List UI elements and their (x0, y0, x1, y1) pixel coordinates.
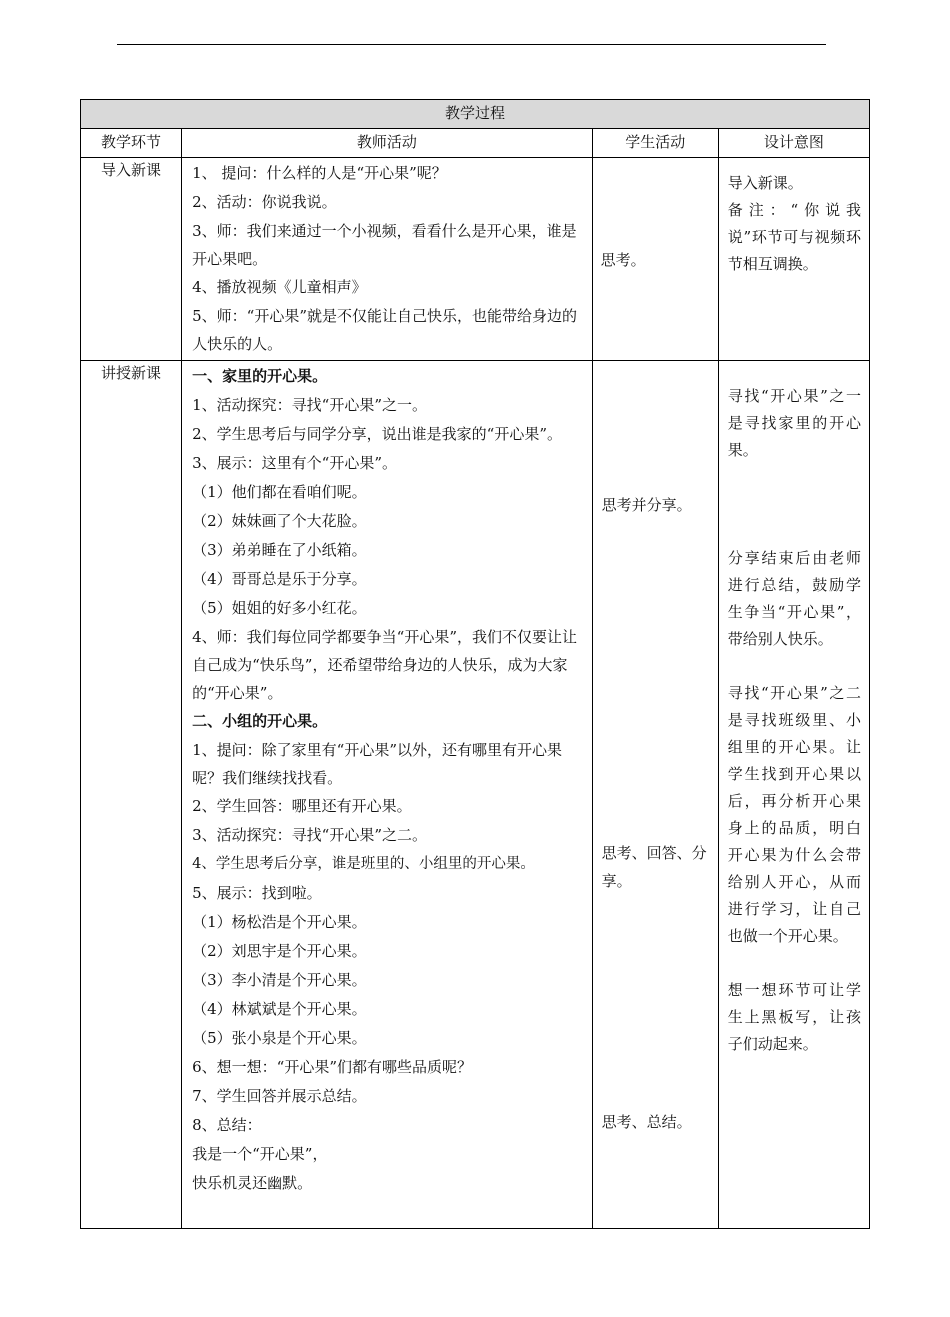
teacher-line: 3、展示：这里有个“开心果”。 (192, 454, 398, 472)
teacher-line: （3）弟弟睡在了小纸箱。 (192, 541, 367, 559)
student-activity-item: 思考并分享。 (601, 496, 692, 514)
teacher-line: 3、活动探究：寻找“开心果”之二。 (192, 826, 428, 844)
teacher-line: 5、师：“开心果”就是不仅能让自己快乐，也能带给身边的人快乐的人。 (192, 307, 578, 353)
table-title: 教学过程 (81, 100, 870, 129)
teacher-line: 5、展示：找到啦。 (192, 884, 322, 902)
table-row-intro (81, 158, 870, 361)
intent-text: 导入新课。 (727, 174, 803, 192)
student-activity-intro: 思考。 (592, 158, 718, 361)
design-intent-teach (718, 361, 869, 1229)
teacher-activity-teach (182, 361, 593, 1229)
student-activity-item: 思考、总结。 (601, 1113, 692, 1131)
header-teacher: 教师活动 (182, 129, 593, 158)
teacher-line: （3）李小清是个开心果。 (192, 971, 367, 989)
header-student: 学生活动 (592, 129, 718, 158)
table-header-row (81, 129, 870, 158)
teacher-line: （1）他们都在看咱们呢。 (192, 483, 367, 501)
intent-text: 分享结束后由老师进行总结，鼓励学生争当“开心果”，带给别人快乐。 (727, 549, 861, 648)
header-intent: 设计意图 (718, 129, 869, 158)
table-row-teach (81, 361, 870, 1229)
teacher-line: （5）姐姐的好多小红花。 (192, 599, 367, 617)
teacher-line: 2、学生回答：哪里还有开心果。 (192, 797, 412, 815)
teacher-line: 1、 提问：什么样的人是“开心果”呢？ (192, 164, 447, 182)
teaching-process-table (80, 99, 870, 1229)
teacher-line: 我是一个“开心果”， (192, 1145, 328, 1163)
teacher-line: （2）刘思宇是个开心果。 (192, 942, 367, 960)
design-intent-intro (718, 158, 869, 361)
teacher-line: （4）林斌斌是个开心果。 (192, 1000, 367, 1018)
header-stage: 教学环节 (81, 129, 182, 158)
section-heading: 二、小组的开心果。 (192, 712, 328, 730)
intent-text: 备注：“你说我说”环节可与视频环节相互调换。 (727, 201, 861, 273)
header-rule (117, 44, 826, 45)
teacher-line: （4）哥哥总是乐于分享。 (192, 570, 367, 588)
stage-teach: 讲授新课 (81, 361, 182, 1229)
teacher-line: 4、播放视频《儿童相声》 (192, 278, 367, 296)
teacher-line: （5）张小泉是个开心果。 (192, 1029, 367, 1047)
intent-text: 寻找“开心果”之二是寻找班级里、小组里的开心果。让学生找到开心果以后，再分析开心果身上的品质，明白开心果为什么会带给别人开心，从而进行学习，让自己也做一个开心果。 (727, 684, 861, 945)
teacher-line: 7、学生回答并展示总结。 (192, 1087, 367, 1105)
section-heading: 一、家里的开心果。 (192, 367, 328, 385)
table-title-row (81, 100, 870, 129)
teacher-line: 快乐机灵还幽默。 (192, 1174, 313, 1192)
teacher-line: （1）杨松浩是个开心果。 (192, 913, 367, 931)
teacher-line: 2、学生思考后与同学分享，说出谁是我家的“开心果”。 (192, 425, 563, 443)
teacher-line: 1、活动探究：寻找“开心果”之一。 (192, 396, 428, 414)
teacher-line: 4、师：我们每位同学都要争当“开心果”，我们不仅要让让自己成为“快乐鸟”，还希望带给身边的人快乐，成为大家的“开心果”。 (192, 628, 578, 702)
teacher-line: 6、想一想：“开心果”们都有哪些品质呢？ (192, 1058, 473, 1076)
intent-text: 想一想环节可让学生上黑板写，让孩子们动起来。 (727, 981, 861, 1053)
teacher-line: 4、学生思考后分享，谁是班里的、小组里的开心果。 (192, 856, 535, 872)
teacher-line: （2）妹妹画了个大花脸。 (192, 512, 367, 530)
teacher-line: 2、活动：你说我说。 (192, 193, 337, 211)
teacher-line: 8、总结： (192, 1116, 262, 1134)
intent-text: 寻找“开心果”之一是寻找家里的开心果。 (727, 387, 861, 459)
teacher-line: 1、提问：除了家里有“开心果”以外，还有哪里有开心果呢？我们继续找找看。 (192, 741, 563, 787)
stage-intro: 导入新课 (81, 158, 182, 361)
teacher-line: 3、师：我们来通过一个小视频，看看什么是开心果，谁是开心果吧。 (192, 222, 577, 268)
teacher-activity-intro (182, 158, 593, 361)
student-activity-teach (592, 361, 718, 1229)
student-activity-item: 思考、回答、分享。 (601, 844, 707, 890)
